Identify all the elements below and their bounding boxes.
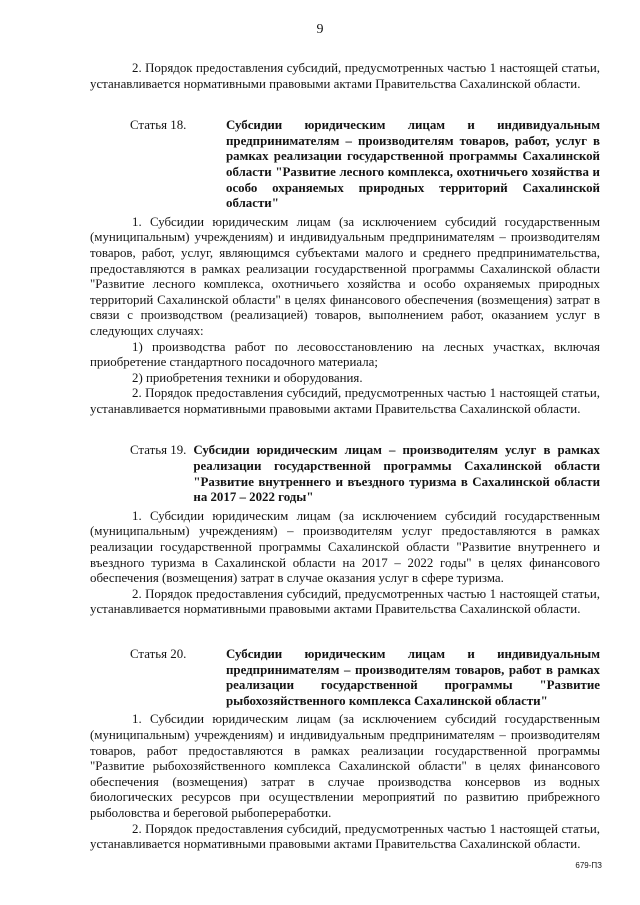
article-19-heading [90,443,600,505]
intro-paragraph-2: 2. Порядок предоставления субсидий, предусмотренных частью 1 настоящей статьи, устанавливается нормативными правовыми актами Правительства Сахалинской области. [90,61,600,91]
article-18-heading [90,118,600,212]
article-18-item-1: 1) производства работ по лесовосстановлению на лесных участках, включая приобретение стандартного посадочного материала; [90,339,600,370]
article-19-paragraph-1: 1. Субсидии юридическим лицам (за исключением субсидий государственным (муниципальным) учреждениям) – производителям услуг предоставляются в рамках реализации государственной программы Сахалинской области "Развитие внутреннего и въездного туризма в Сахалинской области на 2017 – 2022 годы" в целях финансового обеспечения (возмещения) затрат в случае оказания услуг в сфере туризма. [90,508,600,586]
article-20-number: Статья 20. [130,647,187,661]
page-number: 9 [316,22,324,37]
article-20-heading [90,647,600,709]
article-19-number: Статья 19. [130,443,187,458]
article-20-paragraph-2: 2. Порядок предоставления субсидий, предусмотренных частью 1 настоящей статьи, устанавливается нормативными правовыми актами Правительства Сахалинской области. [90,821,600,852]
document-body [90,61,600,853]
article-19-paragraph-2: 2. Порядок предоставления субсидий, предусмотренных частью 1 настоящей статьи, устанавливается нормативными правовыми актами Правительства Сахалинской области. [90,586,600,617]
article-18-item-2: 2) приобретения техники и оборудования. [132,370,363,385]
article-18-paragraph-1: 1. Субсидии юридическим лицам (за исключением субсидий государственным (муниципальным) учреждениям) и индивидуальным предпринимателям – производителям товаров, работ, услуг, являющимся субъектами малого и среднего предпринимательства, предоставляются в рамках реализации государственной программы Сахалинской области "Развитие лесного комплекса, охотничьего хозяйства и особо охраняемых природных территорий Сахалинской области" в целях финансового обеспечения (возмещения) затрат в связи с производством (реализацией) товаров, выполнением работ, оказанием услуг в следующих случаях: [90,214,600,338]
article-20-paragraph-1: 1. Субсидии юридическим лицам (за исключением субсидий государственным (муниципальным) учреждениям) и индивидуальным предпринимателям – производителям товаров, работ предоставляются в рамках реализации государственной программы "Развитие рыбохозяйственного комплекса Сахалинской области" в целях финансового обеспечения (возмещения) затрат в случае производства консервов из водных биологических ресурсов при осуществлении мероприятий по развитию прибрежного рыболовства и береговой рыбопереработки. [90,712,600,820]
article-18-paragraph-2: 2. Порядок предоставления субсидий, предусмотренных частью 1 настоящей статьи, устанавливается нормативными правовыми актами Правительства Сахалинской области. [90,386,600,416]
article-18-title: Субсидии юридическим лицам и индивидуальным предпринимателям – производителям товаров, работ, услуг в рамках реализации государственной программы Сахалинской области "Развитие лесного комплекса, охотничьего хозяйства и особо охраняемых природных территорий Сахалинской области" [226,118,600,211]
document-code: 679-ПЗ [575,861,602,871]
article-19-title: Субсидии юридическим лицам – производителям услуг в рамках реализации государственной программы Сахалинской области "Развитие внутреннего и въездного туризма в Сахалинской области на 2017 – 2022 годы" [193,443,600,505]
article-20-title: Субсидии юридическим лицам и индивидуальным предпринимателям – производителям товаров, работ в рамках реализации государственной программы "Развитие рыбохозяйственного комплекса Сахалинской области" [226,647,600,708]
article-18-number: Статья 18. [130,118,187,133]
